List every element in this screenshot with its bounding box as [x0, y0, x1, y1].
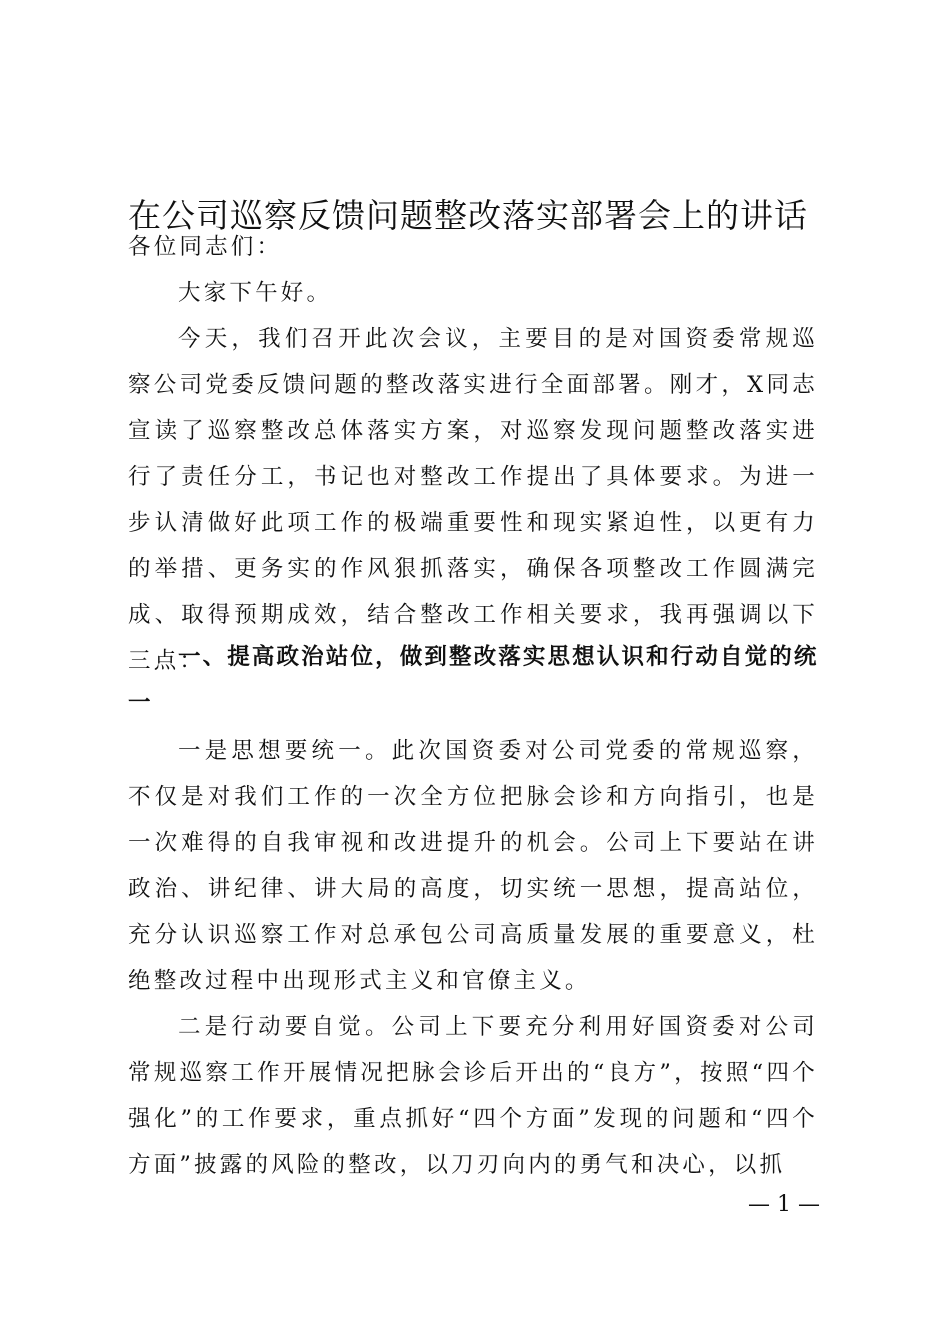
salutation: 各位同志们：	[128, 234, 283, 260]
section-heading-1: 一、提高政治站位，做到整改落实思想认识和行动自觉的统一	[128, 644, 818, 716]
paragraph-point-2: 二是行动要自觉。公司上下要充分利用好国资委对公司常规巡察工作开展情况把脉会诊后开出的“良方”，按照“四个强化”的工作要求，重点抓好“四个方面”发现的问题和“四个方面”披露的风险的整改，以刀刃向内的勇气和决心，以抓	[128, 1014, 818, 1178]
page-number: — 1 —	[748, 1192, 820, 1217]
intro-paragraph: 今天，我们召开此次会议，主要目的是对国资委常规巡察公司党委反馈问题的整改落实进行全面部署。刚才，X同志宣读了巡察整改总体落实方案，对巡察发现问题整改落实进行了责任分工，书记也对整改工作提出了具体要求。为进一步认清做好此项工作的极端重要性和现实紧迫性，以更有力的举措、更务实的作风狠抓落实，确保各项整改工作圆满完成、取得预期成效，结合整改工作相关要求，我再强调以下三点：	[128, 326, 818, 674]
greeting: 大家下午好。	[178, 280, 333, 306]
document-title: 在公司巡察反馈问题整改落实部署会上的讲话	[128, 196, 808, 236]
paragraph-point-1: 一是思想要统一。此次国资委对公司党委的常规巡察，不仅是对我们工作的一次全方位把脉会诊和方向指引，也是一次难得的自我审视和改进提升的机会。公司上下要站在讲政治、讲纪律、讲大局的高度，切实统一思想，提高站位，充分认识巡察工作对总承包公司高质量发展的重要意义，杜绝整改过程中出现形式主义和官僚主义。	[128, 738, 818, 994]
